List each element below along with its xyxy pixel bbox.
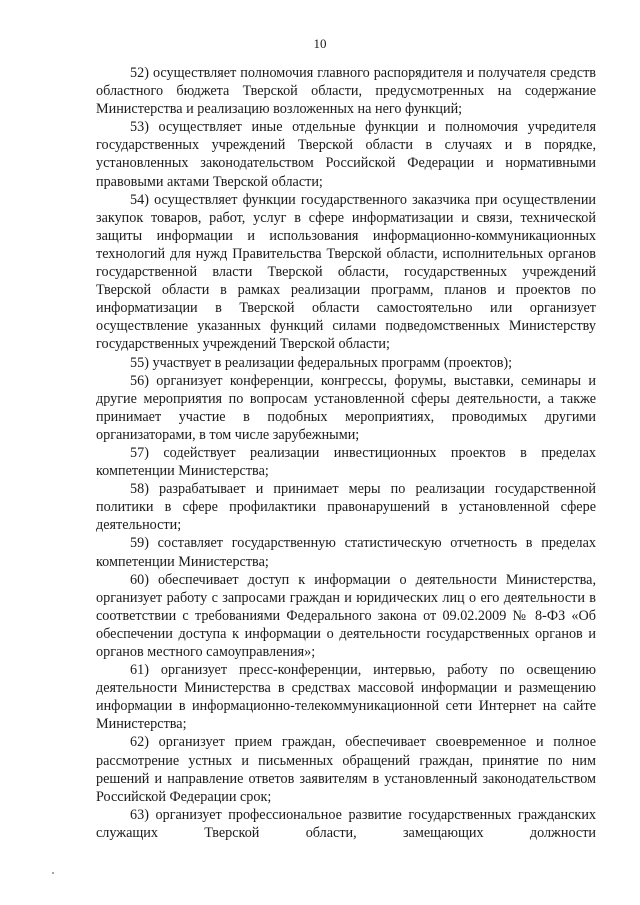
list-item-55: [96, 354, 596, 372]
list-item-63: [96, 806, 596, 842]
item-number: 53): [130, 119, 149, 136]
item-text: осуществляет иные отдельные функции и полномочия учредителя государственных учреждений Тверской области в случаях и в порядке, установленных законодательством Российской Федерации и нормативными правовыми актами Тверской области;: [96, 119, 596, 190]
item-number: 63): [130, 806, 149, 823]
item-number: 60): [130, 571, 149, 588]
list-item-54: [96, 191, 596, 354]
item-text: содействует реализации инвестиционных проектов в пределах компетенции Министерства;: [96, 444, 597, 480]
item-number: 57): [130, 444, 149, 461]
item-number: 62): [130, 734, 149, 751]
document-body: [96, 64, 596, 842]
item-text: обеспечивает доступ к информации о деятельности Министерства, организует работу с запросами граждан и юридических лиц о его деятельности в соответствии с требованиями Федерального закона от 09.02.2009 № 8-ФЗ «Об обеспечении доступа к информации о деятельности государственных органов и органов местного самоуправления»;: [96, 571, 597, 660]
item-text: организует профессиональное развитие государственных гражданских служащих Тверской области, замещающих должности: [96, 806, 597, 841]
list-item-52: [96, 64, 596, 118]
item-text: организует пресс-конференции, интервью, работу по освещению деятельности Министерства в средствах массовой информации и размещению информации в информационно-телекоммуникационной сети Интернет на сайте Министерства;: [96, 662, 597, 733]
item-text: осуществляет функции государственного заказчика при осуществлении закупок товаров, работ, услуг в сфере информатизации и связи, технической защиты информации и использования информационно-коммуникационных технологий для нужд Правительства Тверской области, исполнительных органов государственной власти Тверской области, государственных учреждений Тверской области в рамках реализации программ, планов и проектов по информатизации в Тверской области самостоятельно или организует осуществление указанных функций силами подведомственных Министерству государственных учреждений Тверской области;: [96, 191, 597, 353]
item-text: разрабатывает и принимает меры по реализации государственной политики в сфере профилактики правонарушений в установленной сфере деятельности;: [96, 481, 597, 534]
page-number: 10: [313, 36, 327, 51]
list-item-60: [96, 571, 596, 661]
list-item-56: [96, 372, 596, 444]
item-text: организует конференции, конгрессы, форумы, выставки, семинары и другие мероприятия по вопросам установленной сферы деятельности, а также принимает участие в подобных мероприятиях, проводимых другими организаторами, в том числе зарубежными;: [96, 372, 597, 443]
item-text: участвует в реализации федеральных программ (проектов);: [152, 354, 513, 371]
item-text: осуществляет полномочия главного распорядителя и получателя средств областного бюджета Тверской области, предусмотренных на содержание Министерства и реализацию возложенных на него функций;: [96, 65, 596, 118]
list-item-61: [96, 661, 596, 733]
item-number: 54): [130, 191, 149, 208]
scan-speck: [52, 872, 54, 874]
list-item-62: [96, 733, 596, 805]
item-number: 55): [130, 354, 149, 371]
item-number: 61): [130, 662, 149, 679]
list-item-57: [96, 444, 596, 480]
item-number: 52): [130, 65, 149, 81]
item-number: 59): [130, 535, 149, 552]
item-number: 58): [130, 481, 149, 498]
item-number: 56): [130, 372, 149, 389]
item-text: организует прием граждан, обеспечивает своевременное и полное рассмотрение устных и письменных обращений граждан, принятие по ним решений и направление ответов заявителям в установленный законодательством Российской Федерации срок;: [96, 734, 597, 805]
list-item-58: [96, 480, 596, 534]
list-item-53: [96, 118, 596, 190]
item-text: составляет государственную статистическую отчетность в пределах компетенции Министерства;: [96, 535, 597, 570]
list-item-59: [96, 534, 596, 570]
